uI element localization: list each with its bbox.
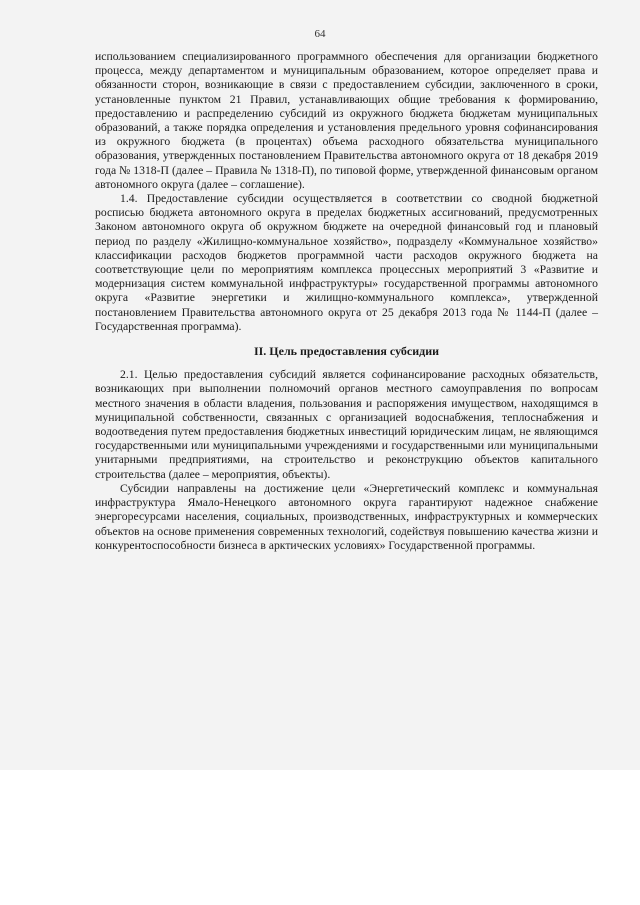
paragraph-agreement: использованием специализированного программного обеспечения для организации бюджетного процесса, между департаментом и муниципальным образованием, которое определяет права и обязанности сторон, возникающие в связи с предоставлением субсидии, заключенного в сроки, установленные пунктом 21 Правил, устанавливающих общие требования к формированию, предоставлению и распределению субсидий из окружного бюджета бюджетам муниципальных образований, а также порядка определения и установления предельного уровня софинансирования из окружного бюджета (в процентах) объема расходного обязательства муниципального образования, утвержденных постановлением Правительства автономного округа от 18 декабря 2019 года № 1318-П (далее – Правила № 1318-П), по типовой форме, утвержденной финансовым органом автономного округа (далее – соглашение). — [95, 50, 598, 191]
section-heading: II. Цель предоставления субсидии — [253, 344, 440, 359]
page-number: 64 — [314, 28, 326, 40]
document-body — [95, 50, 598, 553]
paragraph-subsidy-goal: Субсидии направлены на достижение цели «Энергетический комплекс и коммунальная инфраструктура Ямало-Ненецкого автономного округа гарантируют надежное снабжение энергоресурсами населения, социальных, производственных, инфраструктурных и коммерческих объектов на основе применения современных технологий, содействуя повышению качества жизни и конкурентоспособности бизнеса в арктических условиях» Государственной программы. — [95, 481, 598, 552]
paragraph-1-4: 1.4. Предоставление субсидии осуществляется в соответствии со сводной бюджетной росписью бюджета автономного округа в пределах бюджетных ассигнований, предусмотренных Законом автономного округа об окружном бюджете на очередной финансовый год и плановый период по разделу «Жилищно-коммунальное хозяйство», подразделу «Коммунальное хозяйство» классификации расходов бюджетов программной части расходов окружного бюджета на соответствующие цели по мероприятиям комплекса процессных мероприятий 3 «Развитие и модернизация систем коммунальной инфраструктуры» государственной программы автономного округа «Развитие энергетики и жилищно-коммунального комплекса», утвержденной постановлением Правительства автономного округа от 25 декабря 2013 года № 1144-П (далее – Государственная программа). — [95, 192, 598, 333]
paragraph-2-1: 2.1. Целью предоставления субсидий является софинансирование расходных обязательств, возникающих при выполнении полномочий органов местного самоуправления по вопросам местного значения в области владения, пользования и распоряжения имуществом, находящимся в муниципальной собственности, связанных с организацией водоснабжения, теплоснабжения и водоотведения путем предоставления бюджетных инвестиций юридическим лицам, не являющимся государственными или муниципальными учреждениями и государственными или муниципальными унитарными предприятиями, на строительство и реконструкцию объектов капитального строительства (далее – мероприятия, объекты). — [95, 368, 598, 481]
